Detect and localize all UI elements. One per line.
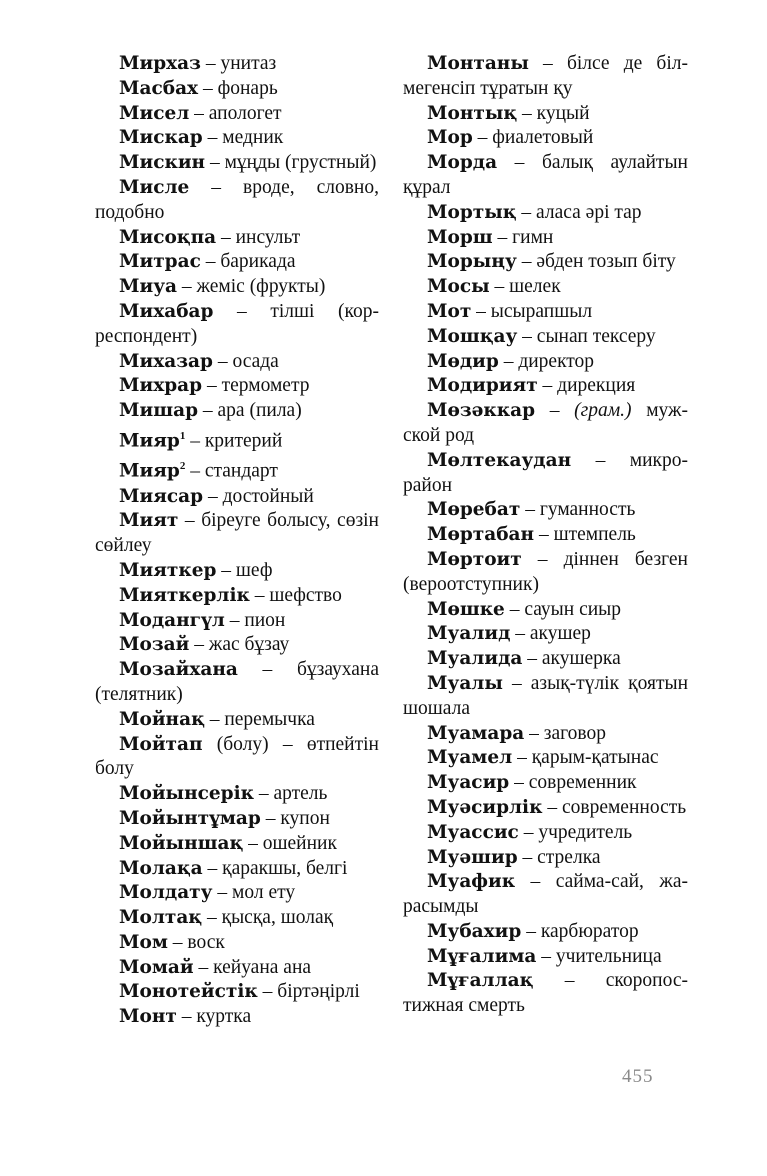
dictionary-entry (95, 350, 379, 375)
dictionary-entry (95, 782, 379, 807)
headword: Михазар (119, 350, 213, 372)
dictionary-entry (403, 151, 688, 201)
dictionary-entry (403, 498, 688, 523)
dictionary-entry (403, 746, 688, 771)
headword: Мортық (427, 201, 517, 223)
headword: Монтаны (427, 53, 529, 74)
headword: Мойыншақ (119, 832, 244, 854)
dictionary-entry (403, 796, 688, 821)
definition: – учительница (536, 945, 662, 967)
headword: Миуа (119, 276, 178, 298)
definition: – кейуана ана (193, 956, 312, 978)
headword: Муассис (427, 821, 519, 843)
headword: Масбах (119, 77, 199, 99)
definition: – мол ету (212, 882, 296, 904)
headword: Митрас (119, 251, 201, 273)
definition: – современность (542, 796, 687, 818)
dictionary-entry (95, 424, 379, 454)
dictionary-entry (95, 485, 379, 510)
grammar-note: (грам.) (574, 400, 632, 422)
dictionary-entry (95, 454, 379, 484)
headword: Муасир (427, 772, 510, 794)
headword: Муамел (427, 747, 513, 769)
headword: Муалы (427, 672, 503, 694)
definition: – қарым-қатынас (512, 747, 659, 769)
definition: – акушерка (522, 648, 621, 670)
headword: Морыңу (427, 251, 517, 273)
headword: Мияткер (119, 559, 217, 581)
headword: Мияткерлік (119, 584, 250, 606)
definition: – азық-түлік қоятын шошала (403, 672, 688, 719)
definition: – фонарь (198, 77, 278, 99)
dictionary-entry (95, 956, 379, 981)
headword: Мискар (119, 127, 203, 149)
headword: Мойтап (119, 733, 203, 755)
definition: – гимн (492, 226, 554, 248)
dictionary-entry (95, 633, 379, 658)
definition: – фиалетовый (472, 127, 594, 149)
definition: – жеміс (фрукты) (177, 276, 326, 298)
definition: – біртәңірлі (257, 981, 360, 1003)
definition: – достойный (203, 485, 314, 507)
headword: Мискин (119, 152, 206, 174)
definition: – карбюратор (521, 920, 639, 942)
dictionary-entry (95, 275, 379, 300)
definition: – шеф (216, 559, 273, 581)
headword: Момай (119, 956, 194, 978)
dictionary-entry (95, 609, 379, 634)
definition: – жас бұзау (189, 634, 290, 656)
right-column (403, 52, 688, 1019)
dictionary-entry (403, 920, 688, 945)
headword: Мұғалима (427, 945, 537, 967)
headword: Муалид (427, 623, 511, 645)
definition: – критерий (185, 430, 283, 452)
dictionary-entry (403, 846, 688, 871)
definition: – заговор (524, 722, 606, 744)
definition: – куртка (176, 1006, 252, 1028)
headword: Морда (427, 152, 498, 174)
definition: – барикада (200, 251, 296, 273)
headword: Муәсирлік (427, 796, 543, 818)
dictionary-entry (95, 980, 379, 1005)
definition: – аласа әрі тар (516, 201, 642, 223)
definition: – сауын сиыр (504, 598, 622, 620)
headword: Миясар (119, 485, 204, 507)
dictionary-entry (95, 374, 379, 399)
definition: – вроде, словно, подобно (95, 176, 379, 223)
dictionary-entry (403, 870, 688, 920)
dictionary-entry (403, 647, 688, 672)
headword: Мияр (119, 430, 180, 452)
dictionary-entry (403, 399, 688, 449)
dictionary-entry (403, 374, 688, 399)
headword: Монт (119, 1006, 177, 1028)
headword: Мөлтекаудан (427, 449, 572, 471)
definition: – инсульт (216, 226, 301, 248)
definition: – современник (509, 772, 637, 794)
definition: – ысырапшыл (471, 300, 593, 322)
headword: Морш (427, 226, 493, 248)
dictionary-entry (95, 881, 379, 906)
dictionary-entry (403, 449, 688, 499)
definition: – апологет (189, 102, 282, 124)
dictionary-entry (403, 598, 688, 623)
definition: – артель (253, 783, 328, 805)
definition: – қаракшы, белгі (202, 857, 348, 879)
dictionary-entry (95, 832, 379, 857)
dictionary-entry (95, 509, 379, 559)
definition: – акушер (510, 623, 591, 645)
dictionary-entry (95, 151, 379, 176)
headword: Молақа (119, 857, 203, 879)
headword: Мөртабан (427, 524, 535, 546)
headword: Мубахир (427, 920, 522, 942)
headword: Мисоқпа (119, 226, 217, 248)
dictionary-entry (95, 857, 379, 882)
headword: Муамара (427, 722, 525, 744)
dictionary-entry (95, 708, 379, 733)
definition: – сайма-сай, жарасымды (403, 871, 688, 918)
definition: – бұзаухана (телятник) (95, 659, 379, 705)
dictionary-entry (403, 52, 688, 102)
definition: – тілші (корреспондент) (95, 300, 379, 347)
definition: – дирекция (537, 375, 636, 397)
headword: Мойнақ (119, 708, 205, 730)
dictionary-entry (403, 226, 688, 251)
definition: – штемпель (534, 524, 636, 546)
definition: – ошейник (243, 832, 337, 854)
dictionary-entry (403, 771, 688, 796)
definition: – ара (пила) (198, 400, 302, 422)
dictionary-entry (403, 622, 688, 647)
dictionary-entry (403, 548, 688, 598)
definition: – қысқа, шолақ (202, 907, 334, 929)
headword: Мошқау (427, 325, 518, 347)
dictionary-entry (95, 52, 379, 77)
headword: Мисле (119, 176, 190, 198)
headword: Мисел (119, 102, 190, 124)
dictionary-entry (403, 350, 688, 375)
definition: – сынап тексеру (517, 325, 656, 347)
definition: – купон (260, 807, 330, 829)
headword: Мом (119, 931, 168, 953)
definition: – балық аулайтын құрал (403, 152, 688, 198)
dictionary-entry (95, 658, 379, 708)
definition: – скоропостижная смерть (403, 970, 688, 1017)
dictionary-entry (403, 325, 688, 350)
dictionary-entry (95, 176, 379, 226)
headword: Модангүл (119, 609, 225, 631)
definition: – унитаз (200, 53, 277, 74)
headword: Мөдир (427, 350, 499, 372)
homonym-index: 2 (179, 460, 186, 473)
dictionary-entry (403, 722, 688, 747)
headword: Мөребат (427, 499, 521, 521)
dictionary-entry (403, 672, 688, 722)
headword: Мияр (119, 460, 180, 482)
definition: – микрорайон (403, 449, 688, 496)
headword: Мұғаллақ (427, 970, 534, 992)
definition: – біреуге болысу, сөзін сөйлеу (95, 510, 379, 557)
definition: – куцый (517, 102, 590, 124)
definition: – әбден тозып біту (516, 251, 676, 273)
dictionary-entry (403, 275, 688, 300)
headword: Муафик (427, 871, 516, 893)
dictionary-entry (95, 250, 379, 275)
dictionary-entry (95, 399, 379, 424)
headword: Мор (427, 127, 473, 149)
dictionary-entry (95, 77, 379, 102)
definition: – шелек (489, 276, 561, 298)
dictionary-entry (403, 523, 688, 548)
dictionary-entry (95, 300, 379, 350)
headword: Мойынтұмар (119, 807, 261, 829)
headword: Мозай (119, 634, 190, 656)
dictionary-entry (403, 201, 688, 226)
headword: Михабар (119, 300, 214, 322)
headword: Муалида (427, 648, 523, 670)
definition: – осада (212, 350, 279, 372)
dictionary-entry (403, 945, 688, 970)
definition: – діннен безген (вероотступник) (403, 548, 688, 595)
headword: Михрар (119, 375, 203, 397)
definition: – (535, 400, 575, 422)
definition-continued: мужской род (403, 400, 688, 446)
headword: Мөзәккар (427, 400, 536, 422)
left-column (95, 52, 379, 1030)
headword: Мойынсерік (119, 783, 254, 805)
definition: – стрелка (517, 846, 601, 868)
definition: – мұңды (грустный) (205, 152, 377, 174)
dictionary-entry (95, 584, 379, 609)
headword: Молтақ (119, 907, 203, 929)
dictionary-entry (403, 969, 688, 1019)
definition: – медник (202, 127, 284, 149)
definition: – стандарт (185, 460, 278, 482)
definition: – шефство (249, 584, 342, 606)
definition: – учредитель (518, 821, 633, 843)
headword: Монотейстік (119, 981, 258, 1003)
headword: Мот (427, 300, 472, 322)
headword: Муәшир (427, 846, 518, 868)
dictionary-entry (95, 906, 379, 931)
definition: – гуманность (520, 499, 636, 521)
headword: Мирхаз (119, 53, 201, 74)
dictionary-entry (95, 733, 379, 783)
dictionary-entry (95, 126, 379, 151)
dictionary-entry (95, 559, 379, 584)
dictionary-entry (95, 1005, 379, 1030)
dictionary-entry (95, 807, 379, 832)
definition: – пион (224, 609, 286, 631)
dictionary-entry (95, 102, 379, 127)
headword: Молдату (119, 882, 213, 904)
definition: – білсе де білмегенсіп тұратын қу (403, 53, 688, 99)
dictionary-entry (95, 931, 379, 956)
homonym-index: 1 (179, 429, 186, 442)
definition: – термометр (202, 375, 310, 397)
definition: (болу) – өтпейтін болу (95, 733, 379, 780)
headword: Мосы (427, 276, 490, 298)
definition: – директор (498, 350, 595, 372)
dictionary-entry (403, 821, 688, 846)
headword: Мият (119, 510, 179, 532)
headword: Мишар (119, 400, 199, 422)
headword: Монтық (427, 102, 518, 124)
headword: Модирият (427, 375, 538, 397)
dictionary-entry (95, 226, 379, 251)
headword: Мозайхана (119, 659, 238, 681)
dictionary-entry (403, 250, 688, 275)
definition: – воск (167, 931, 225, 953)
headword: Мөшке (427, 598, 505, 620)
dictionary-entry (403, 126, 688, 151)
definition: – перемычка (204, 708, 315, 730)
page-number: 455 (622, 1066, 654, 1087)
dictionary-entry (403, 300, 688, 325)
headword: Мөртоит (427, 548, 522, 570)
dictionary-entry (403, 102, 688, 127)
